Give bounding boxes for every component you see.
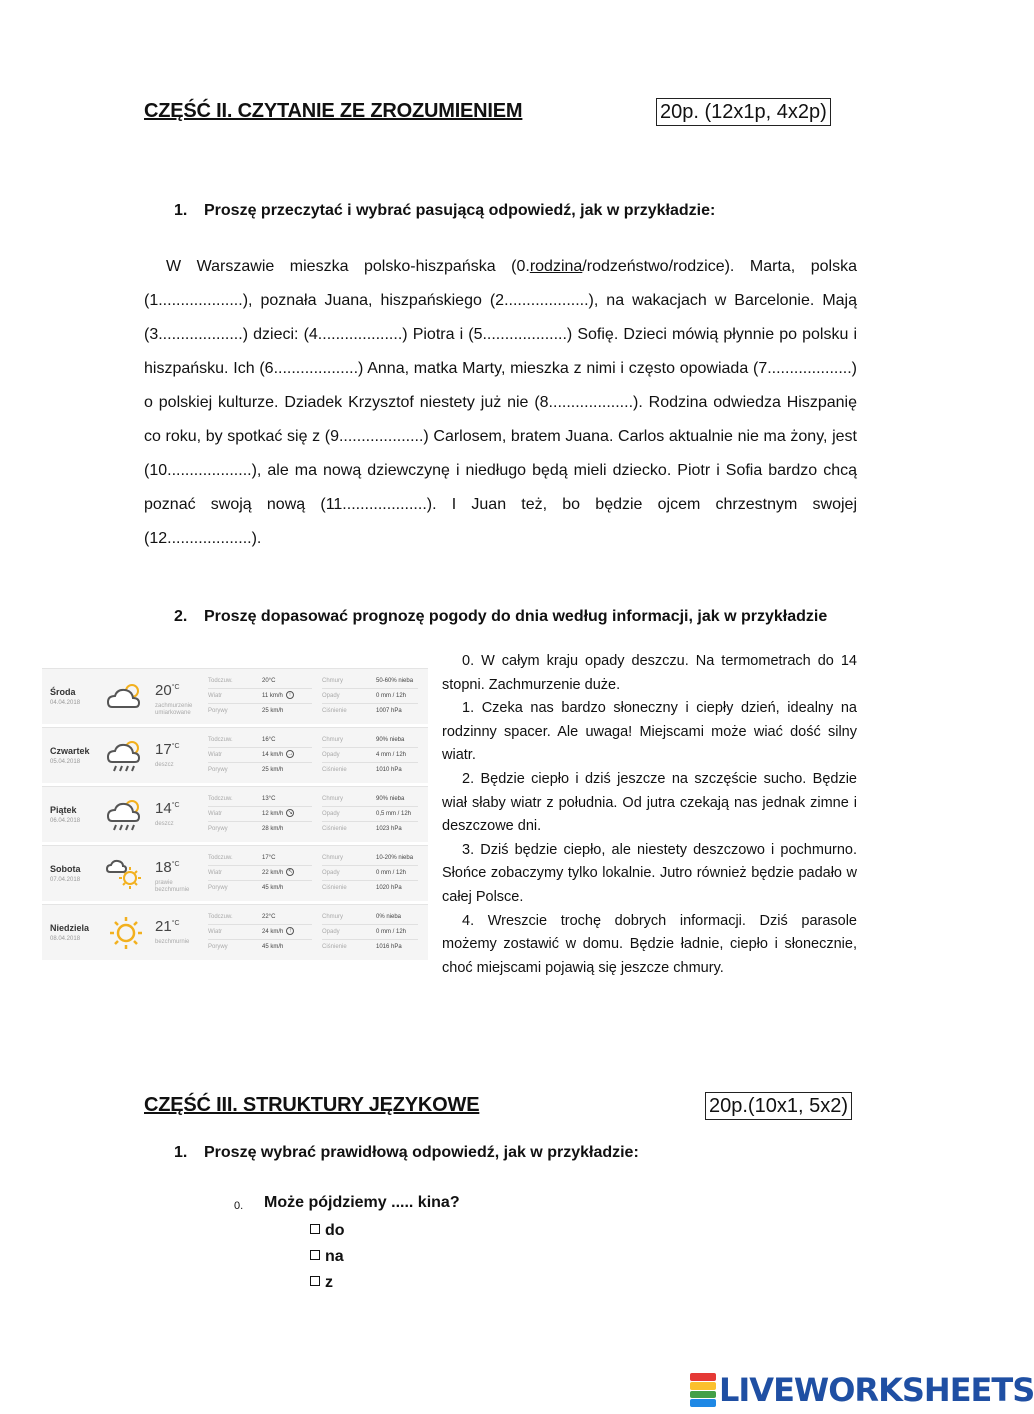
weather-label: Todczuw. [208, 914, 233, 920]
weather-label: Opady [322, 811, 340, 817]
sun-icon [104, 913, 148, 953]
weather-value-text: 12 km/h [262, 811, 284, 817]
weather-temp [155, 741, 180, 758]
weather-value [262, 808, 294, 820]
weather-value-text: 11 km/h [262, 693, 283, 699]
weather-value [376, 808, 411, 820]
weather-value [376, 941, 402, 953]
weather-value [376, 867, 406, 879]
wind-direction-icon: ↑ [286, 691, 294, 699]
reading-text [144, 250, 857, 556]
weather-value [376, 749, 406, 761]
weather-description-4: 4. Wreszcie trochę dobrych informacji. Dziś parasole możemy zostawić w domu. Będzie ładnie, ciepło i słonecznie, choć miejscami pojawią się jeszcze chmury. [442, 912, 857, 976]
weather-temp-value: 14 [155, 800, 172, 817]
weather-label: Chmury [322, 914, 344, 920]
weather-temp-value: 20 [155, 682, 172, 699]
part3-points-box: 20p.(10x1, 5x2) [705, 1092, 852, 1120]
task1-number: 1. [174, 202, 188, 219]
weather-label: Chmury [322, 737, 344, 743]
weather-divider [322, 880, 418, 881]
weather-desc: prawie bezchmurnie [155, 880, 190, 893]
weather-temp [155, 918, 180, 935]
part3-task1-title [174, 1144, 639, 1162]
weather-day: Środa [50, 687, 76, 697]
part2-heading: CZĘŚĆ II. CZYTANIE ZE ZROZUMIENIEM [144, 100, 523, 122]
weather-label: Todczuw. [208, 855, 233, 861]
weather-date: 06.04.2018 [50, 818, 81, 824]
weather-temp [155, 800, 180, 817]
weather-label: Chmury [322, 678, 344, 684]
weather-value-text: 1010 hPa [376, 767, 402, 773]
weather-divider [208, 806, 312, 807]
weather-value [376, 675, 413, 687]
weather-value [262, 705, 283, 717]
weather-value-text: 10-20% nieba [376, 855, 414, 861]
weather-value-text: 1023 hPa [376, 826, 402, 832]
example-answer: rodzina [529, 258, 583, 275]
weather-value-text: 25 km/h [262, 708, 284, 714]
weather-label: Porywy [208, 944, 228, 950]
weather-temp-value: 18 [155, 859, 172, 876]
weather-day: Sobota [50, 864, 81, 874]
weather-day: Czwartek [50, 746, 90, 756]
weather-divider [322, 703, 418, 704]
option-label: do [325, 1222, 345, 1239]
question-number: 0. [234, 1200, 244, 1212]
wind-direction-icon: → [287, 751, 294, 758]
weather-divider [208, 703, 312, 704]
weather-label: Ciśnienie [322, 826, 347, 832]
weather-value-text: 24 km/h [262, 929, 284, 935]
weather-temp-value: 17 [155, 741, 172, 758]
weather-label: Ciśnienie [322, 944, 347, 950]
weather-value-text: 90% nieba [376, 796, 405, 802]
part3-heading: CZĘŚĆ III. STRUKTURY JĘZYKOWE [144, 1094, 480, 1116]
weather-divider [208, 865, 312, 866]
weather-divider [208, 688, 312, 689]
weather-value [262, 823, 283, 835]
rain-cloud-icon [104, 736, 148, 776]
weather-day: Niedziela [50, 923, 90, 933]
weather-label: Wiatr [208, 929, 222, 935]
weather-value-text: 90% nieba [376, 737, 405, 743]
weather-divider [208, 880, 312, 881]
weather-description-0: 0. W całym kraju opady deszczu. Na termometrach do 14 stopni. Zachmurzenie duże. [442, 653, 857, 693]
weather-desc: zachmurzenie umiarkowane [155, 703, 193, 716]
weather-label: Wiatr [208, 811, 222, 817]
weather-row [42, 668, 428, 724]
weather-label: Porywy [208, 708, 228, 714]
weather-value-text: 45 km/h [262, 885, 284, 891]
wind-direction-icon: ↘ [287, 810, 293, 817]
weather-value [376, 764, 402, 776]
weather-date: 07.04.2018 [50, 877, 81, 883]
weather-label: Porywy [208, 826, 228, 832]
weather-divider [322, 806, 418, 807]
weather-value-text: 1020 hPa [376, 885, 402, 891]
weather-value-text: 0 mm / 12h [376, 693, 407, 699]
weather-date: 05.04.2018 [50, 759, 81, 765]
task2-title-text: Proszę dopasować prognozę pogody do dnia według informacji, jak w przykładzie [204, 608, 828, 625]
cloud-icon [104, 677, 148, 717]
weather-desc: deszcz [155, 762, 174, 768]
weather-label: Opady [322, 693, 340, 699]
weather-divider [208, 821, 312, 822]
weather-row [42, 727, 428, 783]
task1-title-text: Proszę przeczytać i wybrać pasującą odpowiedź, jak w przykładzie: [204, 202, 716, 219]
weather-value-text: 50-60% nieba [376, 678, 414, 684]
weather-divider [208, 924, 312, 925]
weather-temp-value: 21 [155, 918, 172, 935]
weather-value [376, 705, 402, 717]
weather-value [376, 926, 406, 938]
weather-divider [322, 821, 418, 822]
reading-text-rest: /rodzeństwo/rodzice). Marta, polska (1...................), poznała Juana, hiszpańskiego (2...................), na wakacjach w Barcelonie. Mają (3...................) dzieci: (4...................) Piotra i (5...................) Sofię. Dzieci mówią płynnie po polsku i hiszpańsku. Ich (6...................) Anna, matka Marty, mieszka z nimi i często opowiada (7...................) o polskiej kulturze. Dziadek Krzysztof niestety już nie (8...................). Rodzina odwiedza Hiszpanię co roku, by spotkać się z (9...................) Carlosem, bratem Juana. Carlos aktualnie nie ma żony, jest (10...................), ale ma nową dziewczynę i niedługo będą mieli dziecko. Piotr i Sofia bardzo chcą poznać swoją nową (11...................). I Juan też, bo będzie ojcem chrzestnym swojej (12...................). [144, 258, 857, 547]
weather-value-text: 16°C [262, 737, 276, 743]
reading-text-start: W Warszawie mieszka polsko-hiszpańska (0. [166, 258, 530, 275]
weather-temp-unit: °C [171, 743, 180, 750]
weather-value-text: 4 mm / 12h [376, 752, 407, 758]
option-label: na [325, 1248, 344, 1265]
weather-label: Todczuw. [208, 737, 233, 743]
weather-value-text: 13°C [262, 796, 276, 802]
task2-number: 2. [174, 608, 188, 625]
weather-description-3: 3. Dziś będzie ciepło, ale niestety deszczowo i pochmurno. Słońce zobaczymy tylko lokalnie. Jutro również będzie padało w całej Polsce. [442, 841, 857, 905]
weather-value [262, 793, 275, 805]
weather-description-2: 2. Będzie ciepło i dziś jeszcze na szczęście sucho. Będzie wiał słaby wiatr z południa. Od jutra czekają nas jednak zimne i deszczowe dni. [442, 770, 857, 835]
weather-value-text: 25 km/h [262, 767, 284, 773]
weather-label: Opady [322, 752, 340, 758]
part3-task1-number: 1. [174, 1144, 188, 1161]
weather-value-text: 20°C [262, 678, 276, 684]
weather-value-text: 1007 hPa [376, 708, 402, 714]
checkbox-icon[interactable] [310, 1276, 320, 1286]
weather-value [262, 941, 283, 953]
logo-color-block [690, 1382, 716, 1390]
weather-temp [155, 682, 180, 699]
weather-label: Todczuw. [208, 678, 233, 684]
weather-row [42, 904, 428, 960]
weather-descriptions [442, 650, 857, 980]
task1-title [174, 202, 715, 220]
weather-value-text: 14 km/h [262, 752, 284, 758]
weather-value [262, 882, 283, 894]
weather-label: Opady [322, 870, 340, 876]
logo-color-block [690, 1399, 716, 1407]
weather-label: Wiatr [208, 693, 222, 699]
logo-mark-icon [690, 1373, 716, 1407]
weather-label: Porywy [208, 767, 228, 773]
weather-value-text: 0% nieba [376, 914, 402, 920]
weather-value-text: 1016 hPa [376, 944, 402, 950]
rain-cloud-icon [104, 795, 148, 835]
option-na[interactable] [310, 1248, 344, 1266]
option-label: z [325, 1274, 333, 1291]
weather-divider [322, 747, 418, 748]
weather-temp-unit: °C [171, 802, 180, 809]
weather-value [262, 926, 294, 938]
weather-label: Todczuw. [208, 796, 233, 802]
checkbox-icon[interactable] [310, 1250, 320, 1260]
weather-divider [322, 865, 418, 866]
weather-value [376, 852, 413, 864]
sun-cloud-icon [104, 854, 148, 894]
weather-value [262, 675, 275, 687]
weather-date: 04.04.2018 [50, 700, 81, 706]
weather-desc: bezchmurnie [155, 939, 190, 945]
weather-temp [155, 859, 180, 876]
weather-value [262, 690, 294, 702]
wind-direction-icon: ↑ [286, 927, 294, 935]
weather-divider [208, 762, 312, 763]
weather-value [376, 793, 404, 805]
weather-label: Ciśnienie [322, 767, 347, 773]
weather-forecast-table [42, 666, 428, 966]
weather-divider [208, 939, 312, 940]
weather-label: Chmury [322, 796, 344, 802]
weather-value-text: 0,5 mm / 12h [376, 811, 412, 817]
weather-value-text: 22°C [262, 914, 276, 920]
weather-temp-unit: °C [171, 861, 180, 868]
weather-value-text: 0 mm / 12h [376, 929, 407, 935]
weather-divider [322, 924, 418, 925]
weather-value-text: 22 km/h [262, 870, 284, 876]
weather-day: Piątek [50, 805, 77, 815]
weather-value [262, 734, 275, 746]
weather-value [262, 764, 283, 776]
weather-value-text: 17°C [262, 855, 276, 861]
weather-temp-unit: °C [171, 684, 180, 691]
weather-value [376, 823, 402, 835]
weather-label: Wiatr [208, 752, 222, 758]
weather-value-text: 28 km/h [262, 826, 284, 832]
weather-label: Porywy [208, 885, 228, 891]
weather-desc: deszcz [155, 821, 174, 827]
wind-direction-icon: ↖ [287, 869, 293, 876]
weather-divider [208, 747, 312, 748]
weather-description-1: 1. Czeka nas bardzo słoneczny i ciepły dzień, idealny na rodzinny spacer. Ale uwaga! Miejscami może wiać dość silny wiatr. [442, 700, 857, 764]
option-z[interactable] [310, 1274, 333, 1292]
weather-divider [322, 939, 418, 940]
weather-value [376, 882, 402, 894]
weather-label: Opady [322, 929, 340, 935]
task2-title [174, 608, 827, 626]
question-text: Może pójdziemy ..... kina? [264, 1194, 460, 1211]
logo-text: LIVEWORKSHEETS [719, 1371, 1034, 1409]
logo-color-block [690, 1391, 716, 1399]
logo-color-block [690, 1373, 716, 1381]
weather-value [262, 911, 275, 923]
weather-label: Chmury [322, 855, 344, 861]
weather-label: Ciśnienie [322, 708, 347, 714]
part3-task1-title-text: Proszę wybrać prawidłową odpowiedź, jak w przykładzie: [204, 1144, 639, 1161]
weather-divider [322, 688, 418, 689]
weather-value [262, 852, 275, 864]
checkbox-icon[interactable] [310, 1224, 320, 1234]
weather-date: 08.04.2018 [50, 936, 81, 942]
part2-points-box: 20p. (12x1p, 4x2p) [656, 98, 831, 126]
weather-value [376, 734, 404, 746]
weather-value-text: 45 km/h [262, 944, 284, 950]
weather-value-text: 0 mm / 12h [376, 870, 407, 876]
weather-value [262, 749, 294, 761]
weather-row [42, 845, 428, 901]
liveworksheets-logo [690, 1372, 1034, 1408]
weather-row [42, 786, 428, 842]
weather-label: Wiatr [208, 870, 222, 876]
weather-divider [322, 762, 418, 763]
weather-value [376, 690, 406, 702]
weather-value [376, 911, 401, 923]
option-do[interactable] [310, 1222, 345, 1240]
weather-temp-unit: °C [171, 920, 180, 927]
weather-label: Ciśnienie [322, 885, 347, 891]
weather-value [262, 867, 294, 879]
